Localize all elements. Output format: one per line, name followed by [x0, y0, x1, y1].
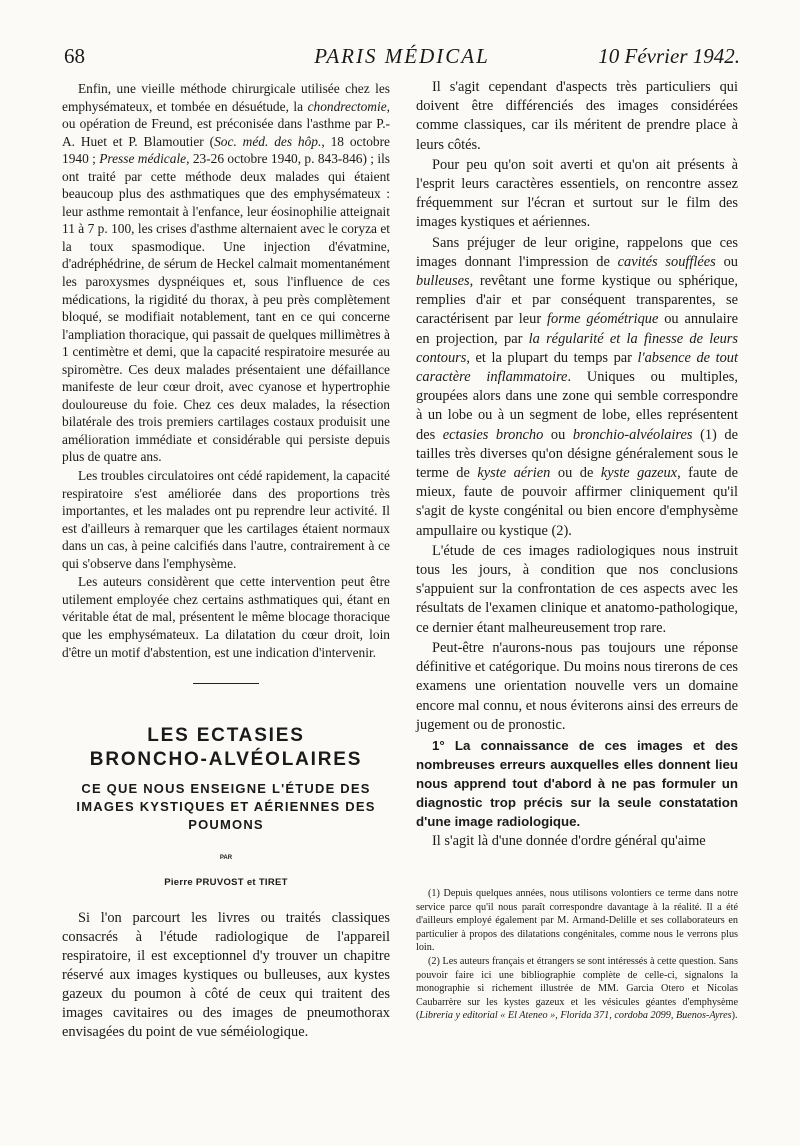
- left-column: [62, 80, 390, 1042]
- paragraph: Peut-être n'aurons-nous pas toujours une réponse définitive et catégorique. Du moins nous tirerons de ces examens une orientation nouvelle vers un domaine encore mal connu, et nous éviterons ainsi des erreurs de jugement ou de pronostic.: [416, 639, 738, 733]
- paragraph: Les troubles circulatoires ont cédé rapidement, la capacité respiratoire s'est améliorée dans des proportions très importantes, et les malades ont pu reprendre leur activité. Il est d'ailleurs à remarquer que les cartilages étaient normaux dans un cas, à peine calcifiés dans l'autre, contrairement à ce qui s'observe dans l'emphysème.: [62, 468, 390, 571]
- paragraph: Enfin, une vieille méthode chirurgicale utilisée chez les emphysémateux, et tombée en désuétude, la chondrectomie, ou opération de Freund, est préconisée dans l'asthme par P.-A. Huet et P. Blamoutier (Soc. méd. des hôp., 18 octobre 1940 ; Presse médicale, 23-26 octobre 1940, p. 843-846) ; ils ont traité par cette méthode deux malades qui étaient beaucoup plus des asthmatiques que des emphysémateux : leur asthme remontait à l'enfance, leur éosinophilie atteignait 11 à 7 p. 100, les crises d'asthme alternaient avec le coryza et la toux spasmodique. Une injection d'évatmine, d'adréphédrine, de sérum de Heckel calmait momentanément les paroxysmes dyspnéiques et, sous l'influence de ces médications, la rigidité du thorax, à peu près complètement bloqué, se modifiait notablement, tant en ce qui concerne l'ampliation thoracique, qui passait de quelques millimètres à 1 centimètre et demi, que la capacité respiratoire mesurée au spiromètre. Ces deux malades présentaient une défaillance manifeste de leur cœur droit, avec cyanose et hypertrophie douloureuse du foie. Chez ces deux malades, la résection bilatérale des trois premiers cartilages costaux produisit une amélioration immédiate et considérable qui persiste depuis plus de quatre ans.: [62, 81, 390, 465]
- section-divider: [193, 683, 259, 684]
- paragraph: L'étude de ces images radiologiques nous instruit tous les jours, à condition que nos conclusions s'appuient sur la confrontation de ces aspects avec les résultats de l'examen clinique et anatomo-pathologique, ce dernier étant malheureusement trop rare.: [416, 542, 738, 636]
- bold-paragraph: 1° La connaissance de ces images et des nombreuses erreurs auxquelles elles donnent lieu nous apprend tout d'abord à ne pas formuler un diagnostic trop précis sur la seule constatation d'une image radiologique.: [416, 737, 738, 829]
- footnote-1: (1) Depuis quelques années, nous utilisons volontiers ce terme dans notre service parce qu'il nous paraît correspondre davantage à la réalité. Il a été d'ailleurs employé également par M. Armand-Delille et ses collaborateurs en particulier à propos des dilatations congénitales, comme nous le verrons plus loin.: [416, 888, 738, 954]
- journal-title: PARIS MÉDICAL: [314, 44, 490, 68]
- paragraph: Il s'agit cependant d'aspects très particuliers qui doivent être différenciés des images considérées comme classiques, car ils méritent de prendre place à leurs côtés.: [416, 79, 738, 153]
- article-subtitle: CE QUE NOUS ENSEIGNE L'ÉTUDE DES IMAGES KYSTIQUES ET AÉRIENNES DES POUMONS: [76, 781, 376, 833]
- page-header: [64, 44, 740, 74]
- page-number: 68: [64, 44, 85, 68]
- footnotes: [416, 887, 738, 1023]
- paragraph: Sans préjuger de leur origine, rappelons que ces images donnant l'impression de cavités soufflées ou bulleuses, revêtant une forme kystique ou sphérique, remplies d'air et par conséquent transparentes, se caractérisent par leur forme géométrique ou annulaire en projection, par la régularité et la finesse de leurs contours, et la plupart du temps par l'absence de tout caractère inflammatoire. Uniques ou multiples, groupées alors dans une zone qui semble correspondre à un lobe ou à un segment de lobe, elles représentent des ectasies broncho ou bronchio-alvéolaires (1) de tailles très diverses qu'on désigne généralement sous le terme de kyste aérien ou de kyste gazeux, faute de mieux, faute de pouvoir affirmer cliniquement qu'il s'agit de kyste congénital ou bien encore d'emphysème ampullaire ou kystique (2).: [416, 234, 739, 539]
- paragraph: Les auteurs considèrent que cette intervention peut être utilement employée chez certains asthmatiques qui, étant en véritable état de mal, présentent le même blocage thoracique que les emphysémateux. La dilatation du cœur droit, loin d'être un motif d'abstention, est une indication d'intervenir.: [62, 574, 390, 660]
- paragraph: Si l'on parcourt les livres ou traités classiques consacrés à l'étude radiologique de l'appareil respiratoire, il est exceptionnel d'y trouver un chapitre réservé aux images kystiques ou bulleuses, aux kystes gazeux du poumon à côté de ceux qui traitent des images cavitaires ou des images de pneumothorax envisagées du point de vue séméiologique.: [62, 910, 390, 1041]
- footnote-2: (2) Les auteurs français et étrangers se sont intéressés à cette question. Sans pouvoir faire ici une bibliographie complète de celle-ci, signalons la monographie si richement illustrée de MM. Garcia Otero et Nicolas Caubarrère sur les kystes gazeux et les vésicules géantes d'emphysème (Libreria y editorial « El Ateneo », Florida 371, cordoba 2099, Buenos-Ayres).: [416, 955, 738, 1022]
- article-title: LES ECTASIES BRONCHO-ALVÉOLAIRES: [89, 725, 363, 771]
- issue-date: 10 Février 1942.: [598, 44, 740, 68]
- authors: Pierre PRUVOST et TIRET: [164, 876, 288, 888]
- paragraph: Pour peu qu'on soit averti et qu'on ait présents à l'esprit leurs caractères essentiels, on rencontre assez fréquemment sur l'écran et surtout sur le film des images kystiques et aériennes.: [416, 156, 738, 231]
- right-column: [416, 78, 738, 851]
- paragraph: Il s'agit là d'une donnée d'ordre général qu'aime: [432, 832, 706, 849]
- byline-par: PAR: [219, 855, 233, 862]
